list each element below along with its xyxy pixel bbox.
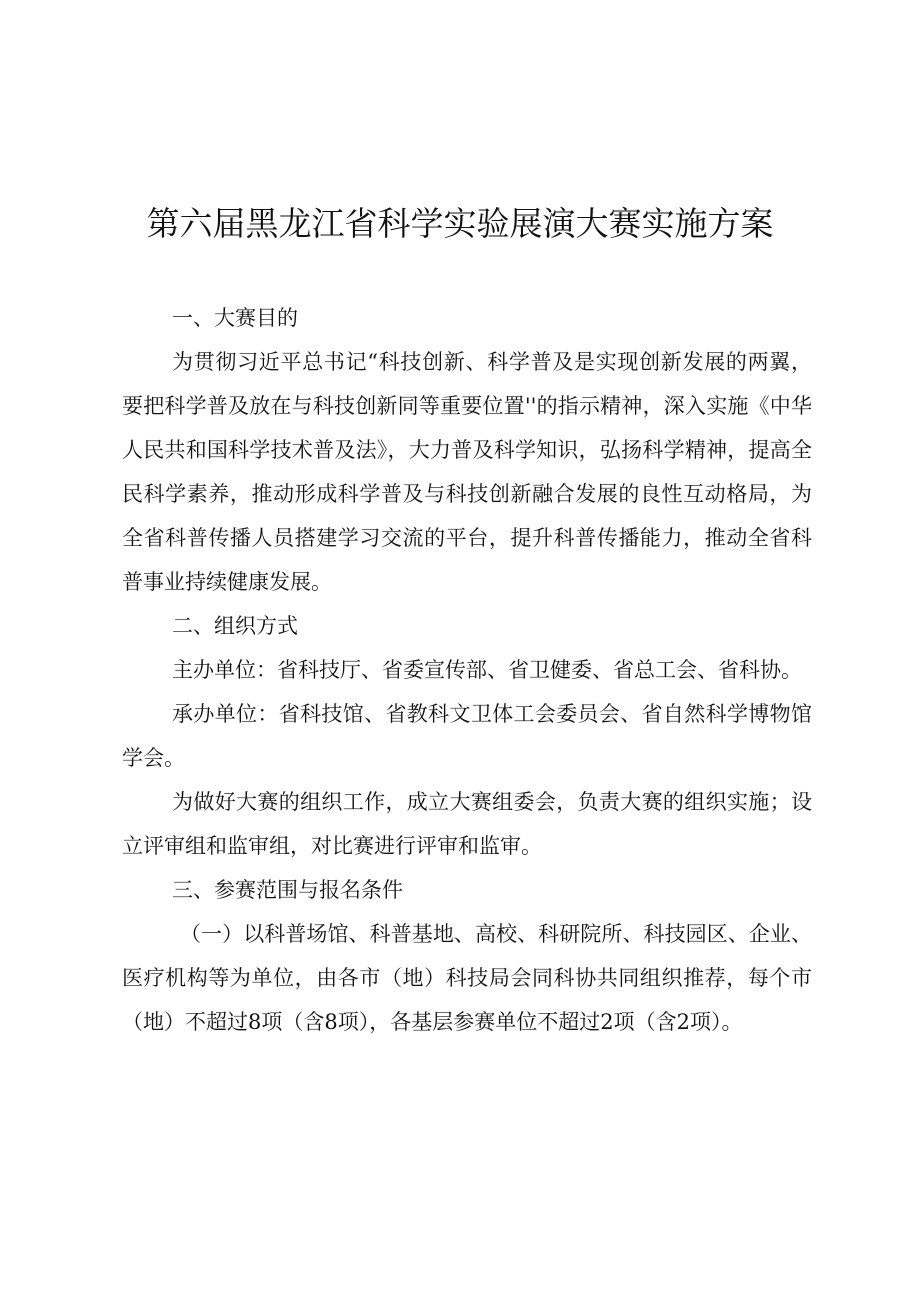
section-heading-organization: 二、组织方式 — [172, 614, 298, 638]
paragraph-host-units: 主办单位：省科技厅、省委宣传部、省卫健委、省总工会、省科协。 — [172, 658, 802, 682]
paragraph-committee: 为做好大赛的组织工作，成立大赛组委会，负责大赛的组织实施；设立评审组和监审组，对比赛进行评审和监审。 — [122, 790, 812, 858]
section-heading-eligibility: 三、参赛范围与报名条件 — [172, 878, 403, 902]
document-title: 第六届黑龙江省科学实验展演大赛实施方案 — [146, 204, 774, 243]
paragraph-organizer-units: 承办单位：省科技馆、省教科文卫体工会委员会、省自然科学博物馆学会。 — [122, 702, 812, 770]
section-heading-purpose: 一、大赛目的 — [172, 306, 298, 330]
paragraph-purpose: 为贯彻习近平总书记“科技创新、科学普及是实现创新发展的两翼，要把科学普及放在与科技创新同等重要位置''的指示精神，深入实施《中华人民共和国科学技术普及法》，大力普及科学知识，弘扬科学精神，提高全民科学素养，推动形成科学普及与科技创新融合发展的良性互动格局，为全省科普传播人员搭建学习交流的平台，提升科普传播能力，推动全省科普事业持续健康发展。 — [122, 350, 812, 594]
document-body — [122, 296, 812, 1044]
paragraph-eligibility-item-1: （一）以科普场馆、科普基地、高校、科研院所、科技园区、企业、医疗机构等为单位，由各市（地）科技局会同科协共同组织推荐，每个市（地）不超过8项（含8项），各基层参赛单位不超过2项（含2项）。 — [122, 922, 812, 1034]
